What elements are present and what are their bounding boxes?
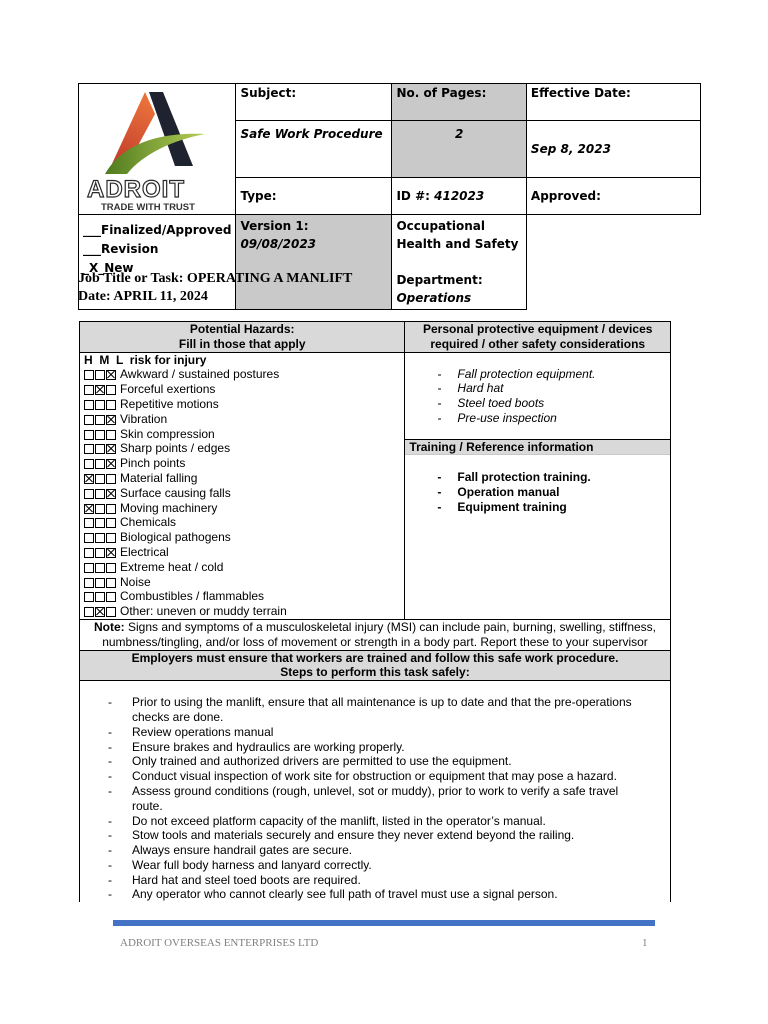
company-logo <box>79 84 219 214</box>
footer-company: ADROIT OVERSEAS ENTERPRISES LTD <box>120 937 319 949</box>
high-risk-checkbox[interactable] <box>84 533 94 543</box>
hazard-label: Chemicals <box>120 515 177 530</box>
high-risk-checkbox[interactable] <box>84 474 94 484</box>
approved-label: Approved: <box>526 178 700 215</box>
hazard-row <box>84 441 400 456</box>
hazard-row <box>84 530 400 545</box>
high-risk-checkbox[interactable] <box>84 370 94 380</box>
medium-risk-checkbox[interactable] <box>95 548 105 558</box>
low-risk-checkbox[interactable] <box>106 474 116 484</box>
low-risk-checkbox[interactable] <box>106 400 116 410</box>
hazard-label: Surface causing falls <box>120 485 231 500</box>
steps-header <box>80 650 671 681</box>
hazard-list <box>84 367 400 619</box>
high-risk-checkbox[interactable] <box>84 592 94 602</box>
pages-value: 2 <box>392 120 526 178</box>
step-item: - Conduct visual inspection of work site for obstruction or equipment that may pose a hazard. <box>84 769 640 784</box>
hazard-row <box>84 575 400 590</box>
hazard-row <box>84 397 400 412</box>
hazard-row <box>84 456 400 471</box>
effective-date-label: Effective Date: <box>526 84 700 121</box>
safe-work-procedure-table <box>79 321 671 902</box>
medium-risk-checkbox[interactable] <box>95 578 105 588</box>
hazard-row <box>84 515 400 530</box>
high-risk-checkbox[interactable] <box>84 578 94 588</box>
ppe-item: - Pre-use inspection <box>409 411 666 426</box>
medium-risk-checkbox[interactable] <box>95 592 105 602</box>
medium-risk-checkbox[interactable] <box>95 415 105 425</box>
step-item: - Do not exceed platform capacity of the manlift, listed in the operator’s manual. <box>84 814 640 829</box>
high-risk-checkbox[interactable] <box>84 489 94 499</box>
high-risk-checkbox[interactable] <box>84 400 94 410</box>
job-title: Job Title or Task: OPERATING A MANLIFT <box>78 271 353 286</box>
hazard-row <box>84 427 400 442</box>
hazard-row <box>84 501 400 516</box>
steps-cell <box>80 681 671 903</box>
id-label: ID #: <box>396 189 430 204</box>
hml-legend: H M L risk for injury <box>84 352 207 367</box>
type-option-finalized: ___Finalized/Approved <box>83 223 232 237</box>
training-item: - Equipment training <box>409 500 666 515</box>
high-risk-checkbox[interactable] <box>84 459 94 469</box>
low-risk-checkbox[interactable] <box>106 563 116 573</box>
version-value: 09/08/2023 <box>240 237 317 251</box>
hazard-label: Forceful exertions <box>120 382 216 397</box>
hazard-row <box>84 604 400 619</box>
low-risk-checkbox[interactable] <box>106 504 116 514</box>
medium-risk-checkbox[interactable] <box>95 400 105 410</box>
hazard-label: Vibration <box>120 411 168 426</box>
type-label: Type: <box>236 178 392 215</box>
medium-risk-checkbox[interactable] <box>95 533 105 543</box>
low-risk-checkbox[interactable] <box>106 385 116 395</box>
high-risk-checkbox[interactable] <box>84 607 94 617</box>
department-line <box>396 271 521 307</box>
ppe-item: - Steel toed boots <box>409 396 666 411</box>
hazard-row <box>84 367 400 382</box>
logo-tagline: TRADE WITH TRUST <box>101 202 195 213</box>
medium-risk-checkbox[interactable] <box>95 563 105 573</box>
version-label: Version 1: <box>240 219 309 233</box>
step-item: - Always ensure handrail gates are secure. <box>84 843 640 858</box>
low-risk-checkbox[interactable] <box>106 444 116 454</box>
steps-header-line2: Steps to perform this task safely: <box>280 665 470 680</box>
hazard-row <box>84 545 400 560</box>
hazard-label: Skin compression <box>120 426 215 441</box>
logo-wordmark: ADROIT <box>87 176 185 203</box>
msi-note <box>80 619 671 650</box>
medium-risk-checkbox[interactable] <box>95 430 105 440</box>
effective-date-value: Sep 8, 2023 <box>526 120 700 178</box>
hazard-label: Sharp points / edges <box>120 441 231 456</box>
ppe-item: - Fall protection equipment. <box>409 367 666 382</box>
step-item: - Prior to using the manlift, ensure that all maintenance is up to date and that the pre-operations checks are done. <box>84 695 640 725</box>
steps-list <box>84 695 640 902</box>
type-option-new: _X_New <box>83 261 134 275</box>
low-risk-checkbox[interactable] <box>106 518 116 528</box>
high-risk-checkbox[interactable] <box>84 385 94 395</box>
version-cell <box>236 215 392 310</box>
step-item: - Wear full body harness and lanyard correctly. <box>84 858 640 873</box>
hazards-header <box>80 322 405 353</box>
ppe-list-cell <box>405 352 671 439</box>
step-item: - Hard hat and steel toed boots are required. <box>84 873 640 888</box>
medium-risk-checkbox[interactable] <box>95 385 105 395</box>
ppe-header-line2: required / other safety considerations <box>430 336 646 351</box>
low-risk-checkbox[interactable] <box>106 489 116 499</box>
department-value: Operations <box>396 291 472 305</box>
hazard-label: Moving machinery <box>120 500 218 515</box>
hazard-label: Noise <box>120 574 151 589</box>
id-cell <box>392 178 526 215</box>
training-item: - Fall protection training. <box>409 470 666 485</box>
hazard-label: Material falling <box>120 470 198 485</box>
low-risk-checkbox[interactable] <box>106 533 116 543</box>
high-risk-checkbox[interactable] <box>84 548 94 558</box>
job-date: Date: APRIL 11, 2024 <box>78 289 208 304</box>
high-risk-checkbox[interactable] <box>84 444 94 454</box>
department-label: Department: <box>396 273 483 287</box>
type-option-revision: ___Revision <box>83 242 159 256</box>
training-list <box>405 470 670 514</box>
high-risk-checkbox[interactable] <box>84 504 94 514</box>
low-risk-checkbox[interactable] <box>106 607 116 617</box>
low-risk-checkbox[interactable] <box>106 415 116 425</box>
training-cell <box>405 439 671 619</box>
steps-header-line1: Employers must ensure that workers are trained and follow this safe work procedure. <box>131 650 619 665</box>
hazard-row <box>84 412 400 427</box>
hazard-row <box>84 486 400 501</box>
low-risk-checkbox[interactable] <box>106 592 116 602</box>
training-header: Training / Reference information <box>405 440 670 456</box>
step-item: - Assess ground conditions (rough, unlevel, sot or muddy), prior to work to verify a safe travel route. <box>84 784 640 814</box>
high-risk-checkbox[interactable] <box>84 430 94 440</box>
high-risk-checkbox[interactable] <box>84 415 94 425</box>
medium-risk-checkbox[interactable] <box>95 474 105 484</box>
approved-value: Occupational Health and Safety <box>396 219 519 251</box>
logo-cell <box>79 84 236 215</box>
hazard-label: Awkward / sustained postures <box>120 367 280 382</box>
medium-risk-checkbox[interactable] <box>95 444 105 454</box>
hazard-row <box>84 382 400 397</box>
hazard-label: Repetitive motions <box>120 396 219 411</box>
low-risk-checkbox[interactable] <box>106 430 116 440</box>
high-risk-checkbox[interactable] <box>84 518 94 528</box>
subject-value: Safe Work Procedure <box>236 120 392 178</box>
step-item: - Ensure brakes and hydraulics are working properly. <box>84 740 640 755</box>
note-text: Signs and symptoms of a musculoskeletal injury (MSI) can include pain, burning, swelling, stiffness, numbness/tingling, and/or loss of movement or strength in a body part. Report these to your supervisor <box>102 619 657 649</box>
hazard-label: Biological pathogens <box>120 530 231 545</box>
hazards-list-cell <box>80 352 405 619</box>
hazards-header-line1: Potential Hazards: <box>189 322 295 336</box>
note-label: Note: <box>93 619 125 634</box>
footer-bar <box>113 920 655 926</box>
medium-risk-checkbox[interactable] <box>95 370 105 380</box>
hazard-label: Other: uneven or muddy terrain <box>120 604 287 619</box>
step-item: - Only trained and authorized drivers are permitted to use the equipment. <box>84 754 640 769</box>
low-risk-checkbox[interactable] <box>106 459 116 469</box>
id-value: 412023 <box>434 189 485 204</box>
hazard-label: Extreme heat / cold <box>120 559 224 574</box>
subject-label: Subject: <box>236 84 392 121</box>
high-risk-checkbox[interactable] <box>84 563 94 573</box>
approved-cell <box>392 215 526 310</box>
medium-risk-checkbox[interactable] <box>95 607 105 617</box>
hazard-label: Pinch points <box>120 456 186 471</box>
medium-risk-checkbox[interactable] <box>95 459 105 469</box>
ppe-header <box>405 322 671 353</box>
medium-risk-checkbox[interactable] <box>95 504 105 514</box>
pages-label: No. of Pages: <box>392 84 526 121</box>
footer-page-number: 1 <box>642 937 648 949</box>
low-risk-checkbox[interactable] <box>106 578 116 588</box>
ppe-header-line1: Personal protective equipment / devices <box>423 322 653 336</box>
medium-risk-checkbox[interactable] <box>95 489 105 499</box>
low-risk-checkbox[interactable] <box>106 370 116 380</box>
step-item: - Stow tools and materials securely and ensure they never extend beyond the railing. <box>84 828 640 843</box>
step-item: - Any operator who cannot clearly see full path of travel must use a signal person. <box>84 887 640 902</box>
hazard-label: Electrical <box>120 544 169 559</box>
hazard-row <box>84 560 400 575</box>
step-item: - Review operations manual <box>84 725 640 740</box>
medium-risk-checkbox[interactable] <box>95 518 105 528</box>
hazard-row <box>84 589 400 604</box>
hazard-label: Combustibles / flammables <box>120 589 265 604</box>
training-item: - Operation manual <box>409 485 666 500</box>
low-risk-checkbox[interactable] <box>106 548 116 558</box>
ppe-item: - Hard hat <box>409 381 666 396</box>
ppe-list <box>409 367 666 426</box>
hazard-row <box>84 471 400 486</box>
hazards-header-line2: Fill in those that apply <box>178 336 306 351</box>
